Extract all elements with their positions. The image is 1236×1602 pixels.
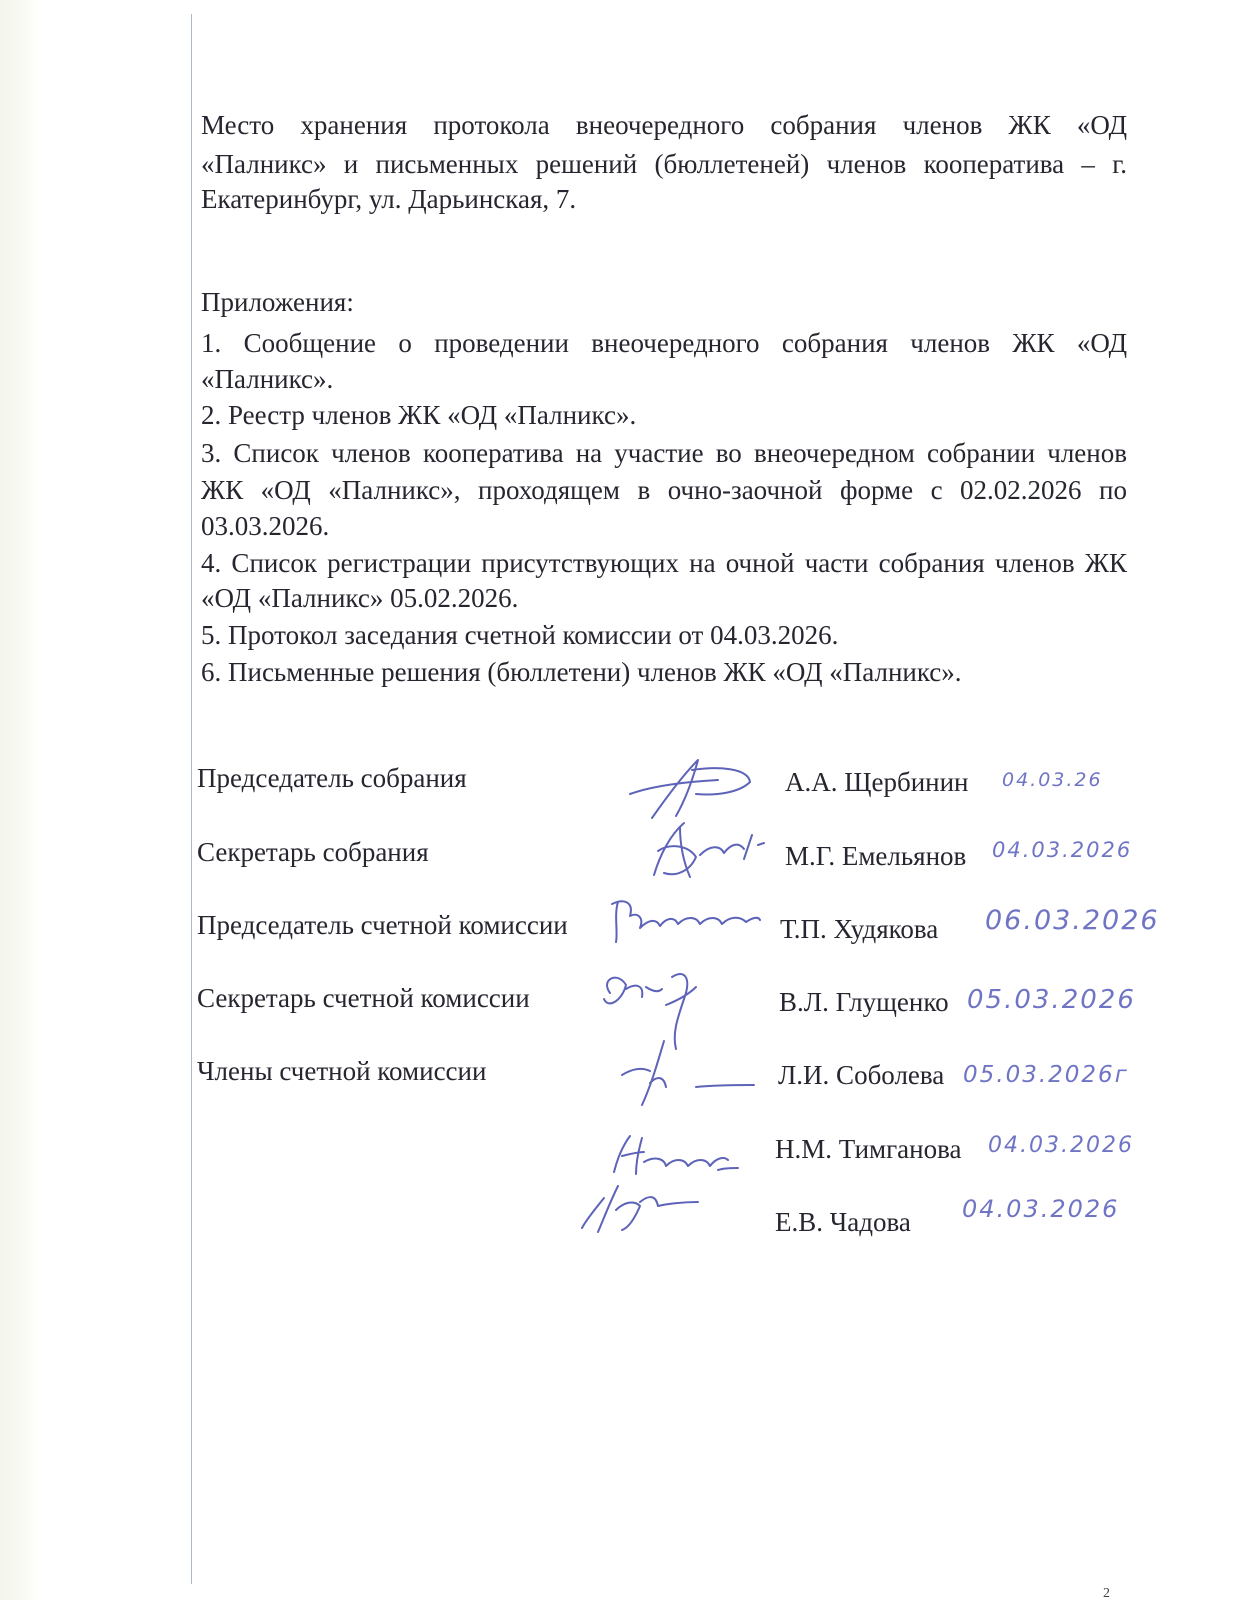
signature-shcherbinin	[622, 752, 762, 824]
appendix-4-line-2: «ОД «Палникс» 05.02.2026.	[201, 583, 519, 613]
handwritten-date: 06.03.2026	[985, 905, 1160, 936]
handwritten-date: 04.03.2026	[992, 838, 1133, 862]
signature-emelyanov	[640, 815, 770, 887]
handwritten-date: 04.03.26	[1002, 769, 1103, 791]
appendix-3-line-3: 03.03.2026.	[201, 511, 330, 541]
storage-line-2: «Палникс» и письменных решений (бюллетеней) членов кооператива – г.	[201, 149, 1127, 179]
scan-edge-shadow	[0, 0, 40, 1600]
appendix-4-line-1: 4. Список регистрации присутствующих на очной части собрания членов ЖК	[201, 548, 1127, 578]
margin-line	[191, 14, 192, 1584]
role-commission-members: Члены счетной комиссии	[197, 1056, 487, 1086]
appendix-1-line-1: 1. Сообщение о проведении внеочередного собрания членов ЖК «ОД	[201, 328, 1127, 358]
role-commission-chair: Председатель счетной комиссии	[197, 910, 568, 940]
role-meeting-secretary: Секретарь собрания	[197, 837, 429, 867]
signatory-name: Т.П. Худякова	[780, 914, 939, 944]
handwritten-date: 04.03.2026	[962, 1195, 1120, 1223]
signature-khudyakova	[604, 892, 764, 948]
page-number: 2	[1103, 1586, 1110, 1601]
signatory-name: В.Л. Глущенко	[779, 987, 949, 1017]
appendix-2-line-1: 2. Реестр членов ЖК «ОД «Палникс».	[201, 400, 637, 430]
signature-soboleva	[612, 1035, 758, 1111]
signature-timganova	[608, 1132, 742, 1180]
signature-chadova	[578, 1180, 704, 1236]
appendix-3-line-2: ЖК «ОД «Палникс», проходящем в очно-заочной форме с 02.02.2026 по	[201, 475, 1127, 505]
role-commission-secretary: Секретарь счетной комиссии	[197, 983, 530, 1013]
signatory-name: М.Г. Емельянов	[785, 841, 967, 871]
appendix-6-line-1: 6. Письменные решения (бюллетени) членов ЖК «ОД «Палникс».	[201, 657, 962, 687]
appendix-5-line-1: 5. Протокол заседания счетной комиссии от 04.03.2026.	[201, 620, 839, 650]
storage-line-3: Екатеринбург, ул. Дарьинская, 7.	[201, 184, 577, 214]
handwritten-date: 05.03.2026г	[963, 1062, 1129, 1088]
appendix-1-line-2: «Палникс».	[201, 364, 334, 394]
storage-line-1: Место хранения протокола внеочередного собрания членов ЖК «ОД	[201, 110, 1127, 140]
signatory-name: Е.В. Чадова	[775, 1207, 911, 1237]
signatory-name: А.А. Щербинин	[785, 767, 969, 797]
handwritten-date: 04.03.2026	[988, 1133, 1134, 1158]
signatory-name: Н.М. Тимганова	[775, 1134, 962, 1164]
appendix-3-line-1: 3. Список членов кооператива на участие во внеочередном собрании членов	[201, 438, 1127, 468]
signatory-name: Л.И. Соболева	[778, 1060, 945, 1090]
appendices-title: Приложения:	[201, 287, 354, 317]
handwritten-date: 05.03.2026	[967, 985, 1136, 1015]
role-meeting-chair: Председатель собрания	[197, 763, 467, 793]
